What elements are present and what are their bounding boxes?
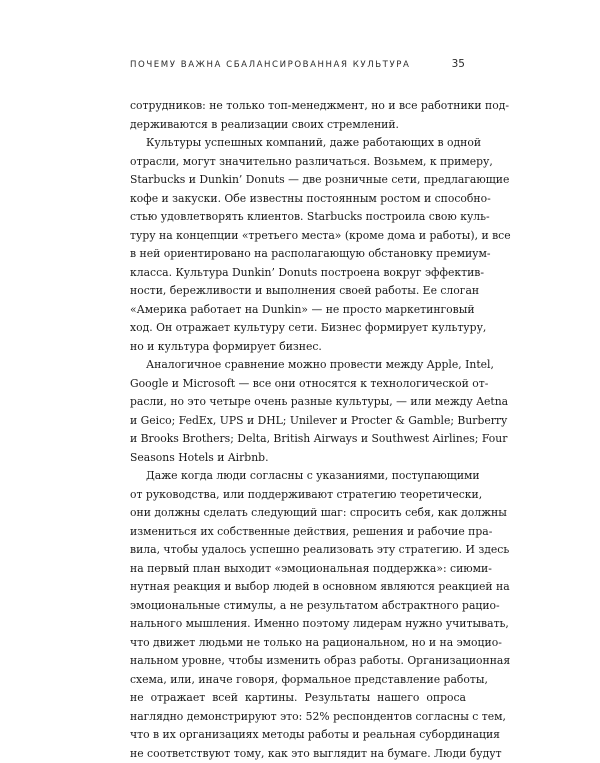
- text-line: эмоциональные стимулы, а не результатом абстрактного рацио-: [130, 597, 466, 616]
- text-line: наглядно демонстрируют это: 52% респондентов согласны с тем,: [130, 708, 466, 727]
- body-text: [130, 97, 466, 763]
- text-line: «Америка работает на Dunkin» — не просто маркетинговый: [130, 301, 466, 320]
- text-line: Аналогичное сравнение можно провести между Apple, Intel,: [130, 356, 466, 375]
- text-line: туру на концепции «третьего места» (кроме дома и работы), и все: [130, 227, 466, 246]
- text-line: нальном уровне, чтобы изменить образ работы. Организационная: [130, 652, 466, 671]
- text-line: стью удовлетворять клиентов. Starbucks построила свою куль-: [130, 208, 466, 227]
- text-line: кофе и закуски. Обе известны постоянным ростом и способно-: [130, 190, 466, 209]
- text-line: Seasons Hotels и Airbnb.: [130, 449, 466, 468]
- text-line: от руководства, или поддерживают стратегию теоретически,: [130, 486, 466, 505]
- text-line: схема, или, иначе говоря, формальное представление работы,: [130, 671, 466, 690]
- text-line: отрасли, могут значительно различаться. Возьмем, к примеру,: [130, 153, 466, 172]
- text-line: класса. Культура Dunkin’ Donuts построена вокруг эффектив-: [130, 264, 466, 283]
- running-head: [130, 58, 465, 70]
- text-line: но и культура формирует бизнес.: [130, 338, 466, 357]
- text-line: в ней ориентировано на располагающую обстановку премиум-: [130, 245, 466, 264]
- text-line: расли, но это четыре очень разные культуры, — или между Aetna: [130, 393, 466, 412]
- text-line: не соответствуют тому, как это выглядит на бумаге. Люди будут: [130, 745, 466, 763]
- text-line: Культуры успешных компаний, даже работающих в одной: [130, 134, 466, 153]
- text-line: нутная реакция и выбор людей в основном являются реакцией на: [130, 578, 466, 597]
- text-line: Даже когда люди согласны с указаниями, поступающими: [130, 467, 466, 486]
- text-line: держиваются в реализации своих стремлений.: [130, 116, 466, 135]
- text-line: измениться их собственные действия, решения и рабочие пра-: [130, 523, 466, 542]
- page-number: 35: [452, 58, 465, 70]
- text-line: Starbucks и Dunkin’ Donuts — две розничные сети, предлагающие: [130, 171, 466, 190]
- text-line: что в их организациях методы работы и реальная субординация: [130, 726, 466, 745]
- text-line: не отражает всей картины. Результаты нашего опроса: [130, 689, 466, 708]
- text-line: ход. Он отражает культуру сети. Бизнес формирует культуру,: [130, 319, 466, 338]
- running-head-title: ПОЧЕМУ ВАЖНА СБАЛАНСИРОВАННАЯ КУЛЬТУРА: [130, 60, 410, 70]
- text-line: на первый план выходит «эмоциональная поддержка»: сиюми-: [130, 560, 466, 579]
- text-line: Google и Microsoft — все они относятся к технологической от-: [130, 375, 466, 394]
- text-line: вила, чтобы удалось успешно реализовать эту стратегию. И здесь: [130, 541, 466, 560]
- text-line: ности, бережливости и выполнения своей работы. Ее слоган: [130, 282, 466, 301]
- text-line: они должны сделать следующий шаг: спросить себя, как должны: [130, 504, 466, 523]
- text-line: и Brooks Brothers; Delta, British Airways и Southwest Airlines; Four: [130, 430, 466, 449]
- text-line: что движет людьми не только на рациональном, но и на эмоцио-: [130, 634, 466, 653]
- text-line: и Geico; FedEx, UPS и DHL; Unilever и Procter & Gamble; Burberry: [130, 412, 466, 431]
- text-line: нального мышления. Именно поэтому лидерам нужно учитывать,: [130, 615, 466, 634]
- text-line: сотрудников: не только топ-менеджмент, но и все работники под-: [130, 97, 466, 116]
